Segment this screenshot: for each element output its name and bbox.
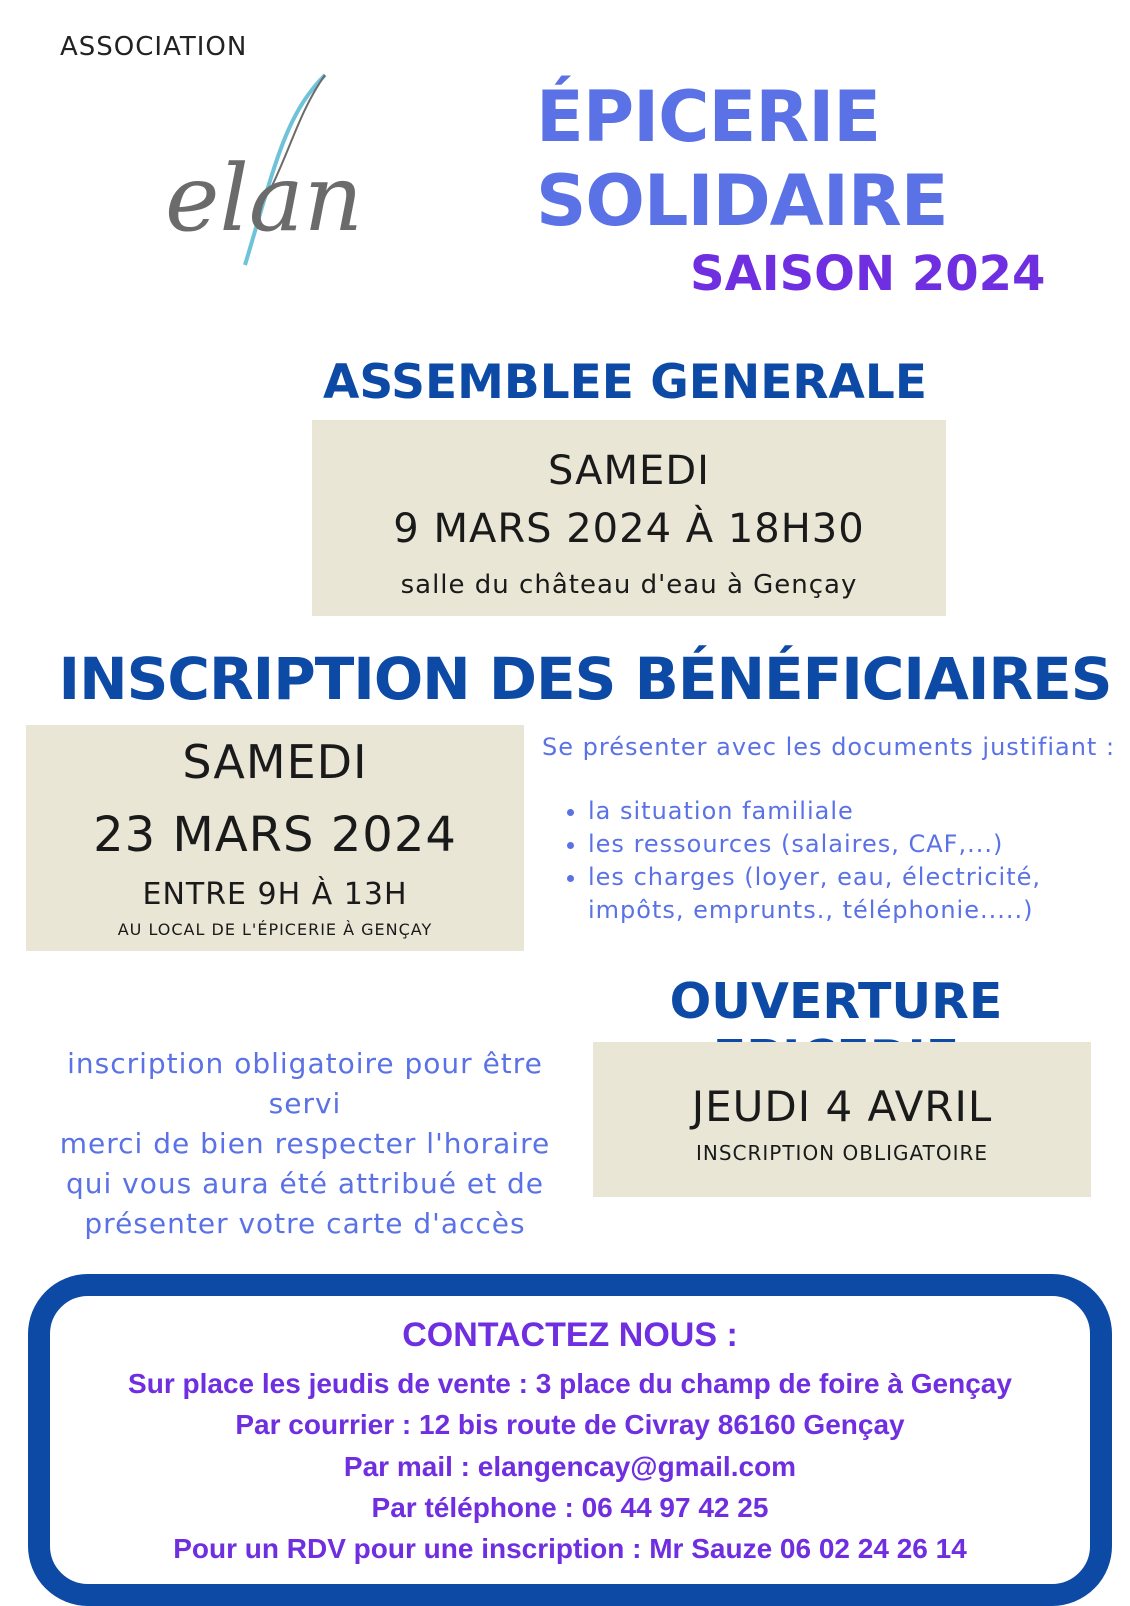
inscription-date-box <box>26 725 524 951</box>
season-label: SAISON 2024 <box>690 246 1046 302</box>
assemblee-date-box <box>312 420 946 616</box>
assemblee-place: salle du château d'eau à Gençay <box>400 570 858 600</box>
ouverture-heading: OUVERTURE <box>669 973 1003 1030</box>
inscription-heading: INSCRIPTION DES BÉNÉFICIAIRES <box>58 645 1112 713</box>
list-item: • la situation familiale <box>588 795 1068 828</box>
note-line: merci de bien respecter l'horaire <box>59 1127 551 1160</box>
title-line-1: ÉPICERIE <box>536 76 881 158</box>
ouverture-note <box>30 1044 580 1244</box>
elan-logo <box>165 70 415 270</box>
contact-box <box>28 1274 1112 1606</box>
association-label: ASSOCIATION <box>60 32 248 62</box>
list-item: • les ressources (salaires, CAF,...) <box>588 828 1068 861</box>
contact-line-sur-place: Sur place les jeudis de vente : 3 place du champ de foire à Gençay <box>128 1368 1012 1399</box>
contact-line-courrier: Par courrier : 12 bis route de Civray 86160 Gençay <box>235 1409 905 1440</box>
note-line: qui vous aura été attribué et de <box>65 1167 545 1200</box>
logo-text: elan <box>165 145 363 252</box>
note-line: présenter votre carte d'accès <box>84 1207 526 1240</box>
contact-line-mail[interactable]: Par mail : elangencay@gmail.com <box>343 1451 797 1482</box>
note-line: inscription obligatoire pour être servi <box>67 1047 543 1120</box>
documents-intro: Se présenter avec les documents justifiant : <box>542 733 1116 761</box>
contact-line-rdv: Pour un RDV pour une inscription : Mr Sauze 06 02 24 26 14 <box>173 1533 967 1564</box>
ouverture-day: JEUDI 4 AVRIL <box>691 1082 993 1131</box>
inscription-day: SAMEDI <box>182 735 368 789</box>
title-line-2: SOLIDAIRE <box>536 160 948 242</box>
documents-list <box>560 795 1068 927</box>
assemblee-date: 9 MARS 2024 À 18H30 <box>393 506 865 552</box>
assemblee-heading: ASSEMBLEE GENERALE <box>323 355 927 410</box>
ouverture-date-box <box>593 1042 1091 1197</box>
assemblee-day: SAMEDI <box>548 448 710 494</box>
inscription-location: AU LOCAL DE L'ÉPICERIE À GENÇAY <box>117 920 433 939</box>
contact-title: CONTACTEZ NOUS : <box>402 1316 738 1354</box>
inscription-date: 23 MARS 2024 <box>93 807 457 863</box>
inscription-hours: ENTRE 9H À 13H <box>142 877 408 912</box>
list-item: • les charges (loyer, eau, électricité, impôts, emprunts., téléphonie.....) <box>588 861 1068 927</box>
ouverture-sub: INSCRIPTION OBLIGATOIRE <box>695 1141 989 1165</box>
contact-line-telephone[interactable]: Par téléphone : 06 44 97 42 25 <box>371 1492 769 1523</box>
